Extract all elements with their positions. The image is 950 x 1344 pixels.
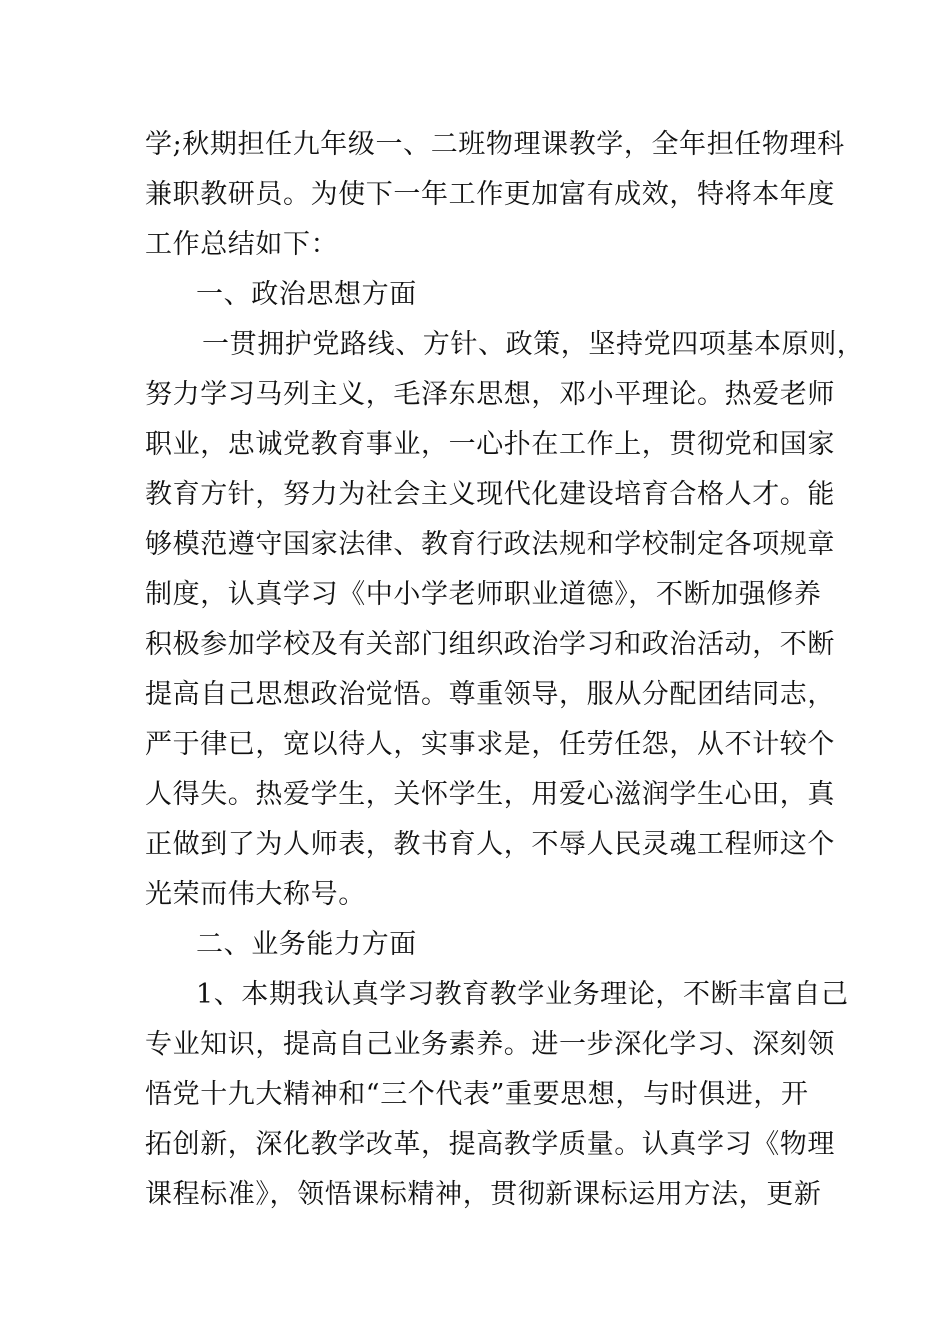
body-text-line: 悟党十九大精神和“三个代表”重要思想，与时俱进，开 xyxy=(145,1079,809,1110)
body-text-line: 兼职教研员。为使下一年工作更加富有成效，特将本年度 xyxy=(145,179,835,210)
body-text-line: 一贯拥护党路线、方针、政策，坚持党四项基本原则， xyxy=(202,329,865,360)
body-text-line: 够模范遵守国家法律、教育行政法规和学校制定各项规章 xyxy=(145,529,835,560)
body-text-line: 教育方针，努力为社会主义现代化建设培育合格人才。能 xyxy=(145,479,835,510)
section-heading-business: 二、业务能力方面 xyxy=(196,929,417,960)
body-text-line: 学;秋期担任九年级一、二班物理课教学，全年担任物理科 xyxy=(145,129,845,160)
body-text-line: 光荣而伟大称号。 xyxy=(145,879,366,910)
body-text-line: 制度，认真学习《中小学老师职业道德》，不断加强修养 xyxy=(145,579,822,610)
body-text-line: 工作总结如下： xyxy=(145,229,339,260)
section-heading-politics: 一、政治思想方面 xyxy=(196,279,417,310)
body-text-line: 人得失。热爱学生，关怀学生，用爱心滋润学生心田，真 xyxy=(145,779,835,810)
body-text-line: 专业知识，提高自己业务素养。进一步深化学习、深刻领 xyxy=(145,1029,835,1060)
body-text-line: 提高自己思想政治觉悟。尊重领导，服从分配团结同志， xyxy=(145,679,835,710)
body-text-line: 1、本期我认真学习教育教学业务理论，不断丰富自己 xyxy=(196,979,849,1010)
body-text-line: 努力学习马列主义，毛泽东思想，邓小平理论。热爱老师 xyxy=(145,379,835,410)
body-text-line: 积极参加学校及有关部门组织政治学习和政治活动，不断 xyxy=(145,629,835,660)
body-text-line: 课程标准》，领悟课标精神，贯彻新课标运用方法，更新 xyxy=(145,1179,822,1210)
document-body xyxy=(0,120,950,1220)
body-text-line: 正做到了为人师表，教书育人，不辱人民灵魂工程师这个 xyxy=(145,829,835,860)
body-text-line: 职业，忠诚党教育事业，一心扑在工作上，贯彻党和国家 xyxy=(145,429,835,460)
body-text-line: 严于律已，宽以待人，实事求是，任劳任怨，从不计较个 xyxy=(145,729,835,760)
body-text-line: 拓创新，深化教学改革，提高教学质量。认真学习《物理 xyxy=(145,1129,835,1160)
